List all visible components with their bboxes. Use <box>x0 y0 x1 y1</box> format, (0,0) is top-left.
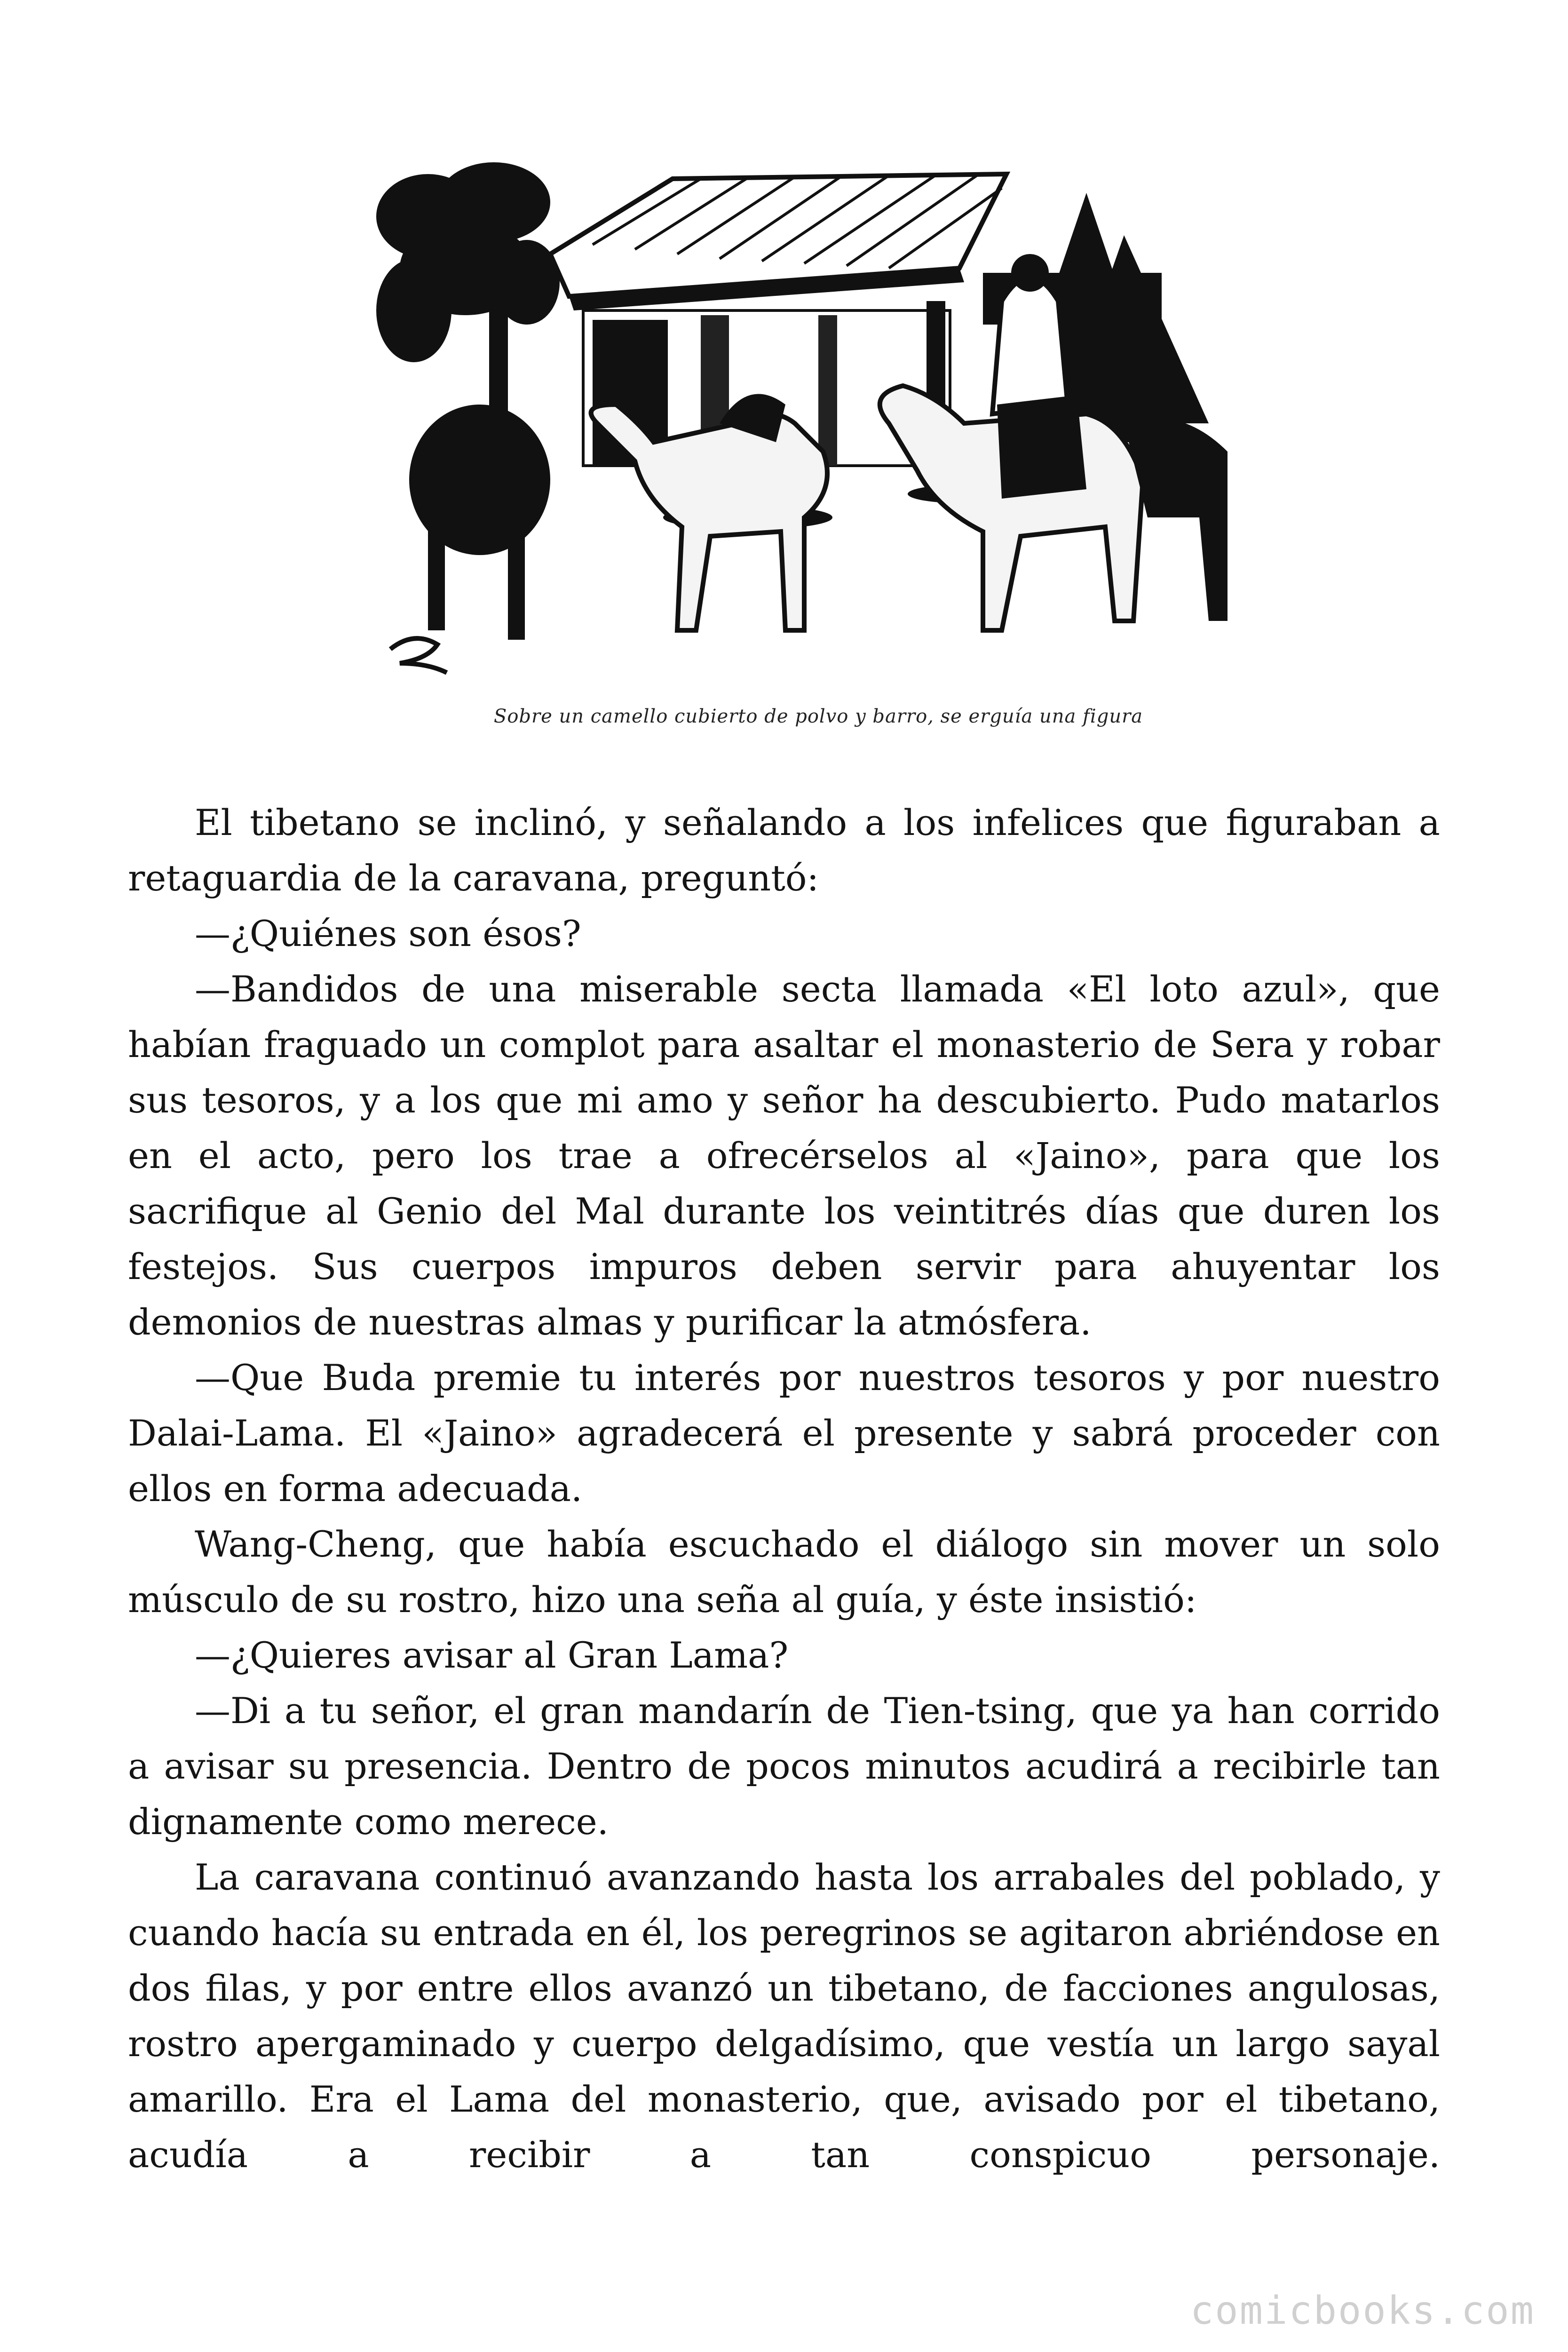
paragraph: Wang-Cheng, que había escuchado el diálogo sin mover un solo músculo de su rostro, hizo una seña al guía, y éste insistió: <box>128 1523 1440 1621</box>
illustration-caption: Sobre un camello cubierto de polvo y barro, se erguía una figura <box>493 706 1143 727</box>
paragraph: —Di a tu señor, el gran mandarín de Tien-tsing, que ya han corrido a avisar su presencia. Dentro de pocos minutos acudirá a recibirle tan dignamente como merece. <box>128 1690 1440 1843</box>
ink-drawing <box>372 160 1265 706</box>
camel-caravan-illustration <box>372 160 1265 706</box>
watermark: comicbooks.com <box>1190 2288 1535 2333</box>
paragraph: —¿Quiénes son ésos? <box>195 913 581 954</box>
camel-left <box>409 405 550 640</box>
paragraph: La caravana continuó avanzando hasta los arrabales del poblado, y cuando hacía su entrada en él, los peregrinos se agitaron abriéndose en dos filas, y por entre ellos avanzó un tibetano, de facciones angulosas, rostro apergaminado y cuerpo delgadísimo, que vestía un largo sayal amarillo. Era el Lama del monasterio, que, avisado por el tibetano, acudía a recibir a tan conspicuo personaje. <box>128 1856 1440 2176</box>
paragraph: El tibetano se inclinó, y señalando a los infelices que figuraban a retaguardia de la caravana, preguntó: <box>128 802 1440 899</box>
temple-roof <box>550 174 1006 310</box>
paragraph: —Que Buda premie tu interés por nuestros tesoros y por nuestro Dalai-Lama. El «Jaino» agradecerá el presente y sabrá proceder con ellos en forma adecuada. <box>128 1357 1440 1510</box>
paragraph: —Bandidos de una miserable secta llamada «El loto azul», que habían fraguado un complot para asaltar el monasterio de Sera y robar sus tesoros, y a los que mi amo y señor ha descubierto. Pudo matarlos en el acto, pero los trae a ofrecérselos al «Jaino», para que los sacrifique al Genio del Mal durante los veintitrés días que duren los festejos. Sus cuerpos impuros deben servir para ahuyentar los demonios de nuestras almas y purificar la atmósfera. <box>128 968 1440 1343</box>
paragraph: —¿Quieres avisar al Gran Lama? <box>195 1634 789 1676</box>
tree-foliage <box>376 162 560 433</box>
artist-signature-icon <box>390 638 447 673</box>
camel-middle <box>591 394 827 631</box>
body-text <box>128 795 1440 2183</box>
